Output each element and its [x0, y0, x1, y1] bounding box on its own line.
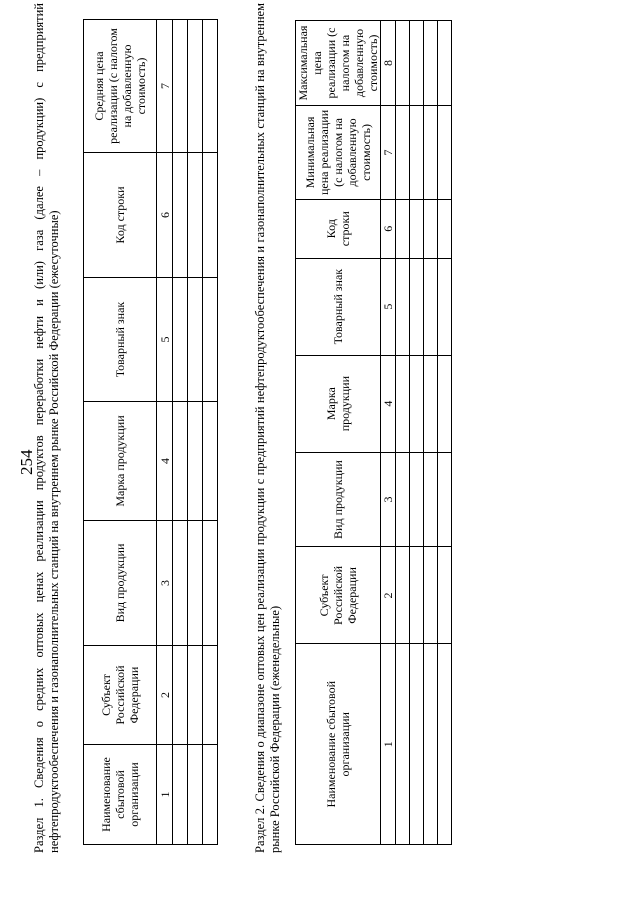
table-cell[interactable]	[396, 452, 410, 547]
page-number: 254	[17, 449, 36, 475]
table-cell[interactable]	[203, 745, 218, 845]
table-cell[interactable]	[424, 199, 438, 258]
table-row	[396, 21, 410, 845]
table-cell[interactable]	[424, 21, 438, 106]
table-cell[interactable]	[410, 547, 424, 644]
table-cell[interactable]	[424, 547, 438, 644]
column-header: Марка продукции	[296, 355, 381, 452]
column-header: Товарный знак	[296, 258, 381, 355]
table-cell[interactable]	[173, 745, 188, 845]
column-number: 5	[381, 258, 396, 355]
table-cell[interactable]	[188, 20, 203, 153]
table-cell[interactable]	[396, 644, 410, 845]
table-cell[interactable]	[438, 21, 452, 106]
table-cell[interactable]	[203, 521, 218, 646]
table-cell[interactable]	[188, 153, 203, 278]
table-row	[203, 20, 218, 845]
table-cell[interactable]	[173, 153, 188, 278]
table-cell[interactable]	[424, 355, 438, 452]
table-cell[interactable]	[203, 402, 218, 521]
column-number: 7	[381, 106, 396, 200]
table-cell[interactable]	[396, 199, 410, 258]
table-cell[interactable]	[188, 521, 203, 646]
column-number: 2	[381, 547, 396, 644]
column-header: Наименование сбытовой организации	[296, 644, 381, 845]
column-number: 1	[381, 644, 396, 845]
table-row	[410, 21, 424, 845]
section-2-table	[295, 20, 452, 845]
table-row	[173, 20, 188, 845]
column-number: 3	[157, 521, 173, 646]
table-cell[interactable]	[173, 402, 188, 521]
table-row	[438, 21, 452, 845]
table-cell[interactable]	[203, 153, 218, 278]
section-2-heading: Раздел 2. Сведения о диапазоне оптовых цен реализации продукции с предприятий нефтепродуктообеспечения и газонаполнительных станций на внутреннем рынке Российской Федерации (еженедельные)	[253, 3, 282, 853]
table-cell[interactable]	[410, 644, 424, 845]
table-cell[interactable]	[396, 106, 410, 200]
table-row	[188, 20, 203, 845]
column-header: Субъект Российской Федерации	[296, 547, 381, 644]
column-header: Код строки	[296, 199, 381, 258]
section-1-table	[83, 19, 218, 845]
table-cell[interactable]	[396, 355, 410, 452]
table-cell[interactable]	[410, 106, 424, 200]
column-number-row	[157, 20, 173, 845]
column-header: Код строки	[84, 153, 157, 278]
column-number: 6	[157, 153, 173, 278]
column-header: Вид продукции	[296, 452, 381, 547]
table-cell[interactable]	[188, 278, 203, 402]
table-cell[interactable]	[396, 547, 410, 644]
column-number: 1	[157, 745, 173, 845]
column-header: Максимальная цена реализации (с налогом на добавленную стоимость)	[296, 21, 381, 106]
table-cell[interactable]	[396, 21, 410, 106]
table-cell[interactable]	[410, 199, 424, 258]
column-number: 4	[157, 402, 173, 521]
table-cell[interactable]	[424, 106, 438, 200]
column-number: 8	[381, 21, 396, 106]
table-cell[interactable]	[424, 452, 438, 547]
table-cell[interactable]	[410, 355, 424, 452]
table-cell[interactable]	[396, 258, 410, 355]
column-number: 3	[381, 452, 396, 547]
column-number: 6	[381, 199, 396, 258]
table-cell[interactable]	[410, 21, 424, 106]
column-header: Товарный знак	[84, 278, 157, 402]
table-header-row	[296, 21, 381, 845]
column-number: 7	[157, 20, 173, 153]
table-cell[interactable]	[203, 278, 218, 402]
table-cell[interactable]	[424, 644, 438, 845]
column-number-row	[381, 21, 396, 845]
column-number: 2	[157, 646, 173, 745]
table-cell[interactable]	[173, 278, 188, 402]
table-cell[interactable]	[438, 106, 452, 200]
table-cell[interactable]	[188, 646, 203, 745]
table-cell[interactable]	[410, 258, 424, 355]
table-row	[424, 21, 438, 845]
table-cell[interactable]	[203, 20, 218, 153]
table-cell[interactable]	[188, 745, 203, 845]
column-header: Средняя цена реализации (с налогом на добавленную стоимость)	[84, 20, 157, 153]
column-number: 5	[157, 278, 173, 402]
table-cell[interactable]	[438, 199, 452, 258]
table-cell[interactable]	[438, 258, 452, 355]
table-cell[interactable]	[438, 452, 452, 547]
column-number: 4	[381, 355, 396, 452]
column-header: Наименование сбытовой организации	[84, 745, 157, 845]
table-header-row	[84, 20, 157, 845]
column-header: Минимальная цена реализации (с налогом на добавленную стоимость)	[296, 106, 381, 200]
column-header: Субъект Российской Федерации	[84, 646, 157, 745]
table-cell[interactable]	[424, 258, 438, 355]
table-cell[interactable]	[173, 20, 188, 153]
table-cell[interactable]	[203, 646, 218, 745]
table-cell[interactable]	[438, 355, 452, 452]
table-cell[interactable]	[438, 547, 452, 644]
table-cell[interactable]	[173, 646, 188, 745]
table-cell[interactable]	[410, 452, 424, 547]
table-cell[interactable]	[173, 521, 188, 646]
table-cell[interactable]	[438, 644, 452, 845]
table-cell[interactable]	[188, 402, 203, 521]
section-1-heading: Раздел 1. Сведения о средних оптовых ценах реализации продуктов переработки нефти и (или) газа (далее – продукции) с предприятий нефтепродуктообеспечения и газонаполнительных станций на внутреннем рынке Российской Федерации (ежесуточные)	[32, 3, 61, 853]
column-header: Вид продукции	[84, 521, 157, 646]
column-header: Марка продукции	[84, 402, 157, 521]
